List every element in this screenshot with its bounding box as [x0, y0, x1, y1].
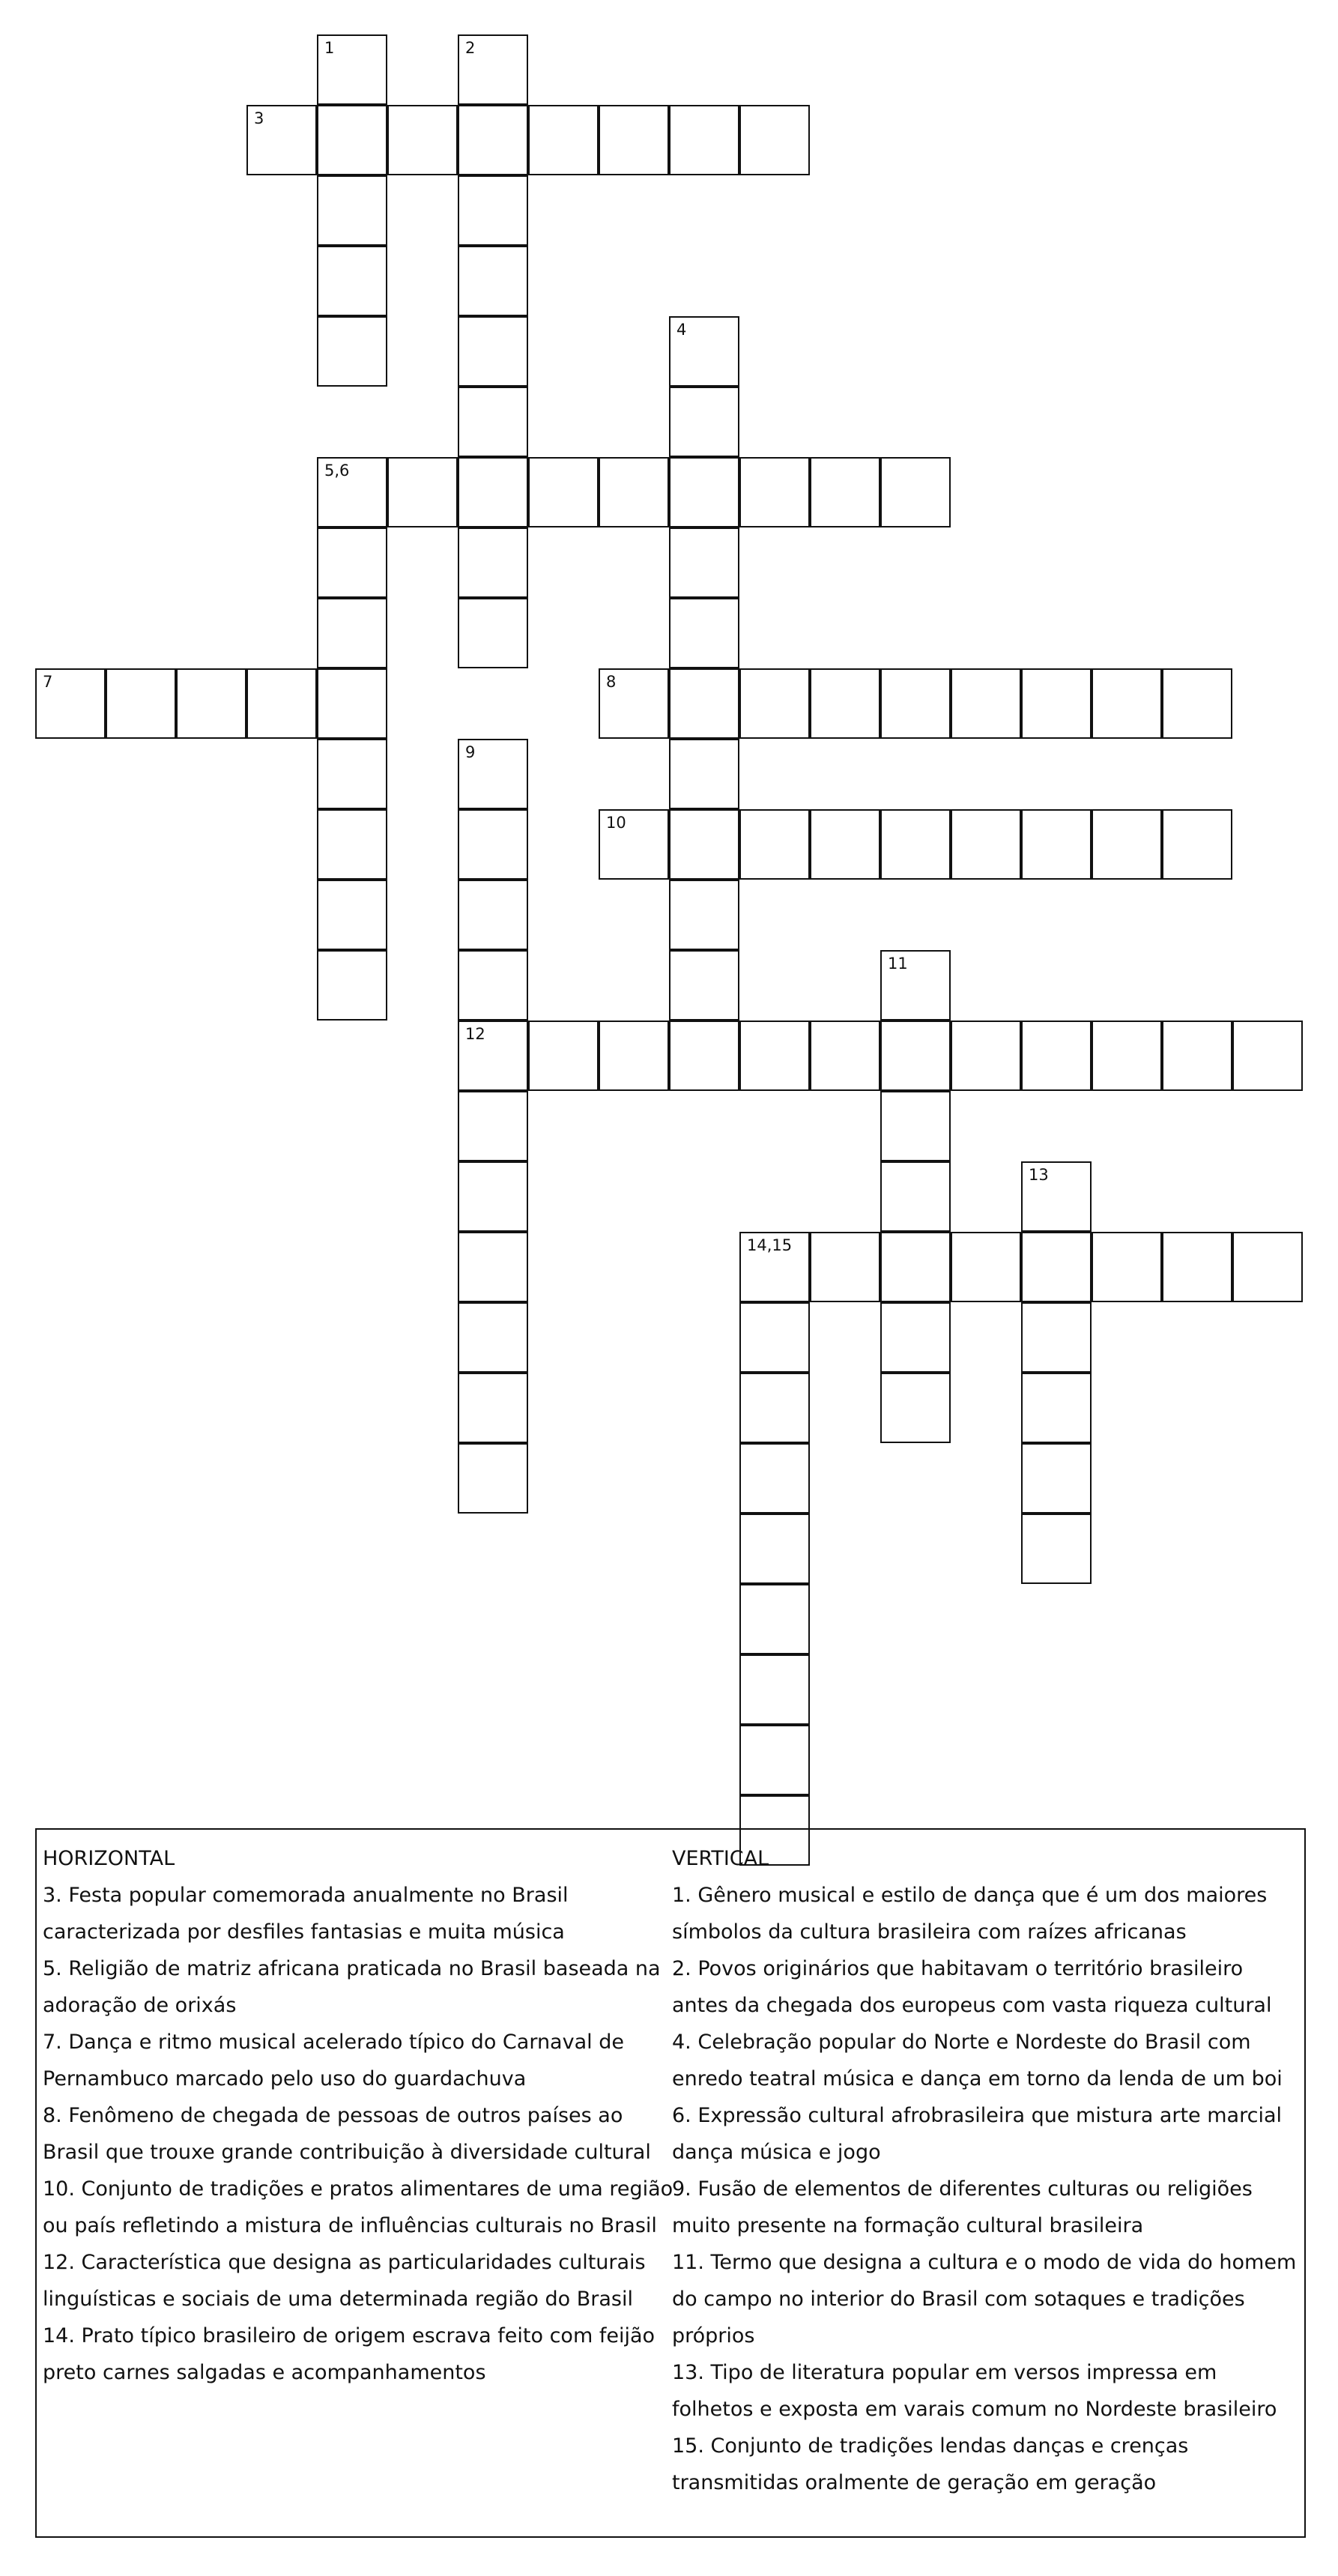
crossword-cell[interactable]: [528, 105, 599, 175]
crossword-cell[interactable]: [317, 457, 387, 527]
crossword-cell[interactable]: [669, 387, 739, 457]
vertical-clue-line: 4. Celebração popular do Norte e Nordeste do Brasil com: [672, 2031, 1251, 2054]
crossword-cell[interactable]: [458, 809, 528, 880]
crossword-cell[interactable]: [810, 1021, 880, 1091]
crossword-cell[interactable]: [1092, 809, 1162, 880]
vertical-clue-line: 9. Fusão de elementos de diferentes culturas ou religiões: [672, 2177, 1253, 2201]
horizontal-clue-line: preto carnes salgadas e acompanhamentos: [43, 2361, 486, 2384]
vertical-clue-line: próprios: [672, 2324, 755, 2347]
clue-number: 12: [465, 1025, 485, 1043]
crossword-cell[interactable]: [599, 457, 669, 527]
crossword-cell[interactable]: [810, 668, 880, 739]
crossword-cell[interactable]: [458, 457, 528, 527]
crossword-cell[interactable]: [669, 668, 739, 739]
crossword-cell[interactable]: [880, 1161, 951, 1232]
clue-number: 2: [465, 39, 476, 57]
horizontal-clue-line: adoração de orixás: [43, 1994, 237, 2017]
crossword-cell[interactable]: [669, 457, 739, 527]
crossword-cell[interactable]: [669, 105, 739, 175]
crossword-cell[interactable]: [528, 1021, 599, 1091]
horizontal-clues: [43, 1840, 672, 2391]
crossword-cell[interactable]: [458, 1302, 528, 1373]
crossword-cell[interactable]: [951, 668, 1021, 739]
crossword-cell[interactable]: [1162, 1232, 1232, 1302]
crossword-cell[interactable]: [458, 105, 528, 175]
crossword-cell[interactable]: [458, 527, 528, 598]
vertical-clue-line: símbolos da cultura brasileira com raízes africanas: [672, 1920, 1187, 1944]
crossword-cell[interactable]: [599, 668, 669, 739]
crossword-cell[interactable]: [880, 950, 951, 1021]
horizontal-clue-line: Pernambuco marcado pelo uso do guardachuva: [43, 2067, 527, 2090]
crossword-cell[interactable]: [880, 457, 951, 527]
crossword-cell[interactable]: [458, 1161, 528, 1232]
vertical-clue-line: 1. Gênero musical e estilo de dança que é um dos maiores: [672, 1884, 1268, 1907]
crossword-cell[interactable]: [458, 34, 528, 105]
crossword-cell[interactable]: [880, 668, 951, 739]
crossword-cell[interactable]: [739, 457, 810, 527]
clue-number: 4: [676, 321, 687, 339]
crossword-cell[interactable]: [1021, 1373, 1092, 1443]
crossword-cell[interactable]: [880, 1373, 951, 1443]
crossword-cell[interactable]: [317, 739, 387, 809]
vertical-clue-line: 6. Expressão cultural afrobrasileira que mistura arte marcial: [672, 2104, 1282, 2127]
crossword-cell[interactable]: [880, 1091, 951, 1161]
horizontal-title: HORIZONTAL: [43, 1847, 175, 1870]
horizontal-clue-line: 12. Característica que designa as particularidades culturais: [43, 2251, 646, 2274]
crossword-cell[interactable]: [106, 668, 176, 739]
vertical-clue-line: transmitidas oralmente de geração em geração: [672, 2471, 1157, 2494]
crossword-cell[interactable]: [880, 1021, 951, 1091]
crossword-cell[interactable]: [458, 598, 528, 668]
crossword-cell[interactable]: [35, 668, 106, 739]
crossword-cell[interactable]: [669, 950, 739, 1021]
crossword-cell[interactable]: [1021, 1021, 1092, 1091]
crossword-cell[interactable]: [739, 1443, 810, 1514]
crossword-cell[interactable]: [739, 1021, 810, 1091]
crossword-cell[interactable]: [951, 1232, 1021, 1302]
vertical-clue-line: dança música e jogo: [672, 2141, 881, 2164]
crossword-cell[interactable]: [317, 34, 387, 105]
vertical-clue-line: 2. Povos originários que habitavam o território brasileiro: [672, 1957, 1244, 1980]
crossword-cell[interactable]: [317, 105, 387, 175]
crossword-cell[interactable]: [246, 105, 317, 175]
crossword-cell[interactable]: [246, 668, 317, 739]
crossword-cell[interactable]: [1021, 1161, 1092, 1232]
vertical-clue-line: do campo no interior do Brasil com sotaques e tradições: [672, 2288, 1245, 2311]
crossword-cell[interactable]: [1021, 1514, 1092, 1584]
crossword-cell[interactable]: [176, 668, 246, 739]
crossword-cell[interactable]: [1092, 668, 1162, 739]
crossword-cell[interactable]: [1232, 1232, 1303, 1302]
crossword-cell[interactable]: [458, 175, 528, 246]
crossword-cell[interactable]: [317, 950, 387, 1021]
clue-number: 5,6: [324, 462, 350, 480]
crossword-cell[interactable]: [528, 457, 599, 527]
clue-number: 8: [606, 673, 617, 691]
clue-number: 13: [1029, 1166, 1049, 1184]
crossword-cell[interactable]: [599, 105, 669, 175]
crossword-cell[interactable]: [739, 809, 810, 880]
horizontal-clue-line: Brasil que trouxe grande contribuição à diversidade cultural: [43, 2141, 651, 2164]
crossword-cell[interactable]: [1232, 1021, 1303, 1091]
crossword-cell[interactable]: [1021, 1232, 1092, 1302]
horizontal-clue-line: caracterizada por desfiles fantasias e muita música: [43, 1920, 565, 1944]
crossword-cell[interactable]: [739, 1514, 810, 1584]
crossword-cell[interactable]: [458, 880, 528, 950]
horizontal-clue-line: 3. Festa popular comemorada anualmente no Brasil: [43, 1884, 569, 1907]
crossword-cell[interactable]: [317, 316, 387, 387]
crossword-cell[interactable]: [1092, 1021, 1162, 1091]
crossword-cell[interactable]: [669, 316, 739, 387]
crossword-cell[interactable]: [669, 880, 739, 950]
vertical-clue-line: antes da chegada dos europeus com vasta riqueza cultural: [672, 1994, 1272, 2017]
crossword-cell[interactable]: [1162, 809, 1232, 880]
vertical-clue-line: 15. Conjunto de tradições lendas danças e crenças: [672, 2434, 1189, 2458]
vertical-title: VERTICAL: [672, 1847, 769, 1870]
crossword-cell[interactable]: [810, 1232, 880, 1302]
crossword-cell[interactable]: [458, 739, 528, 809]
horizontal-clue-line: 10. Conjunto de tradições e pratos alimentares de uma região: [43, 2177, 673, 2201]
crossword-cell[interactable]: [317, 527, 387, 598]
vertical-clue-line: 11. Termo que designa a cultura e o modo de vida do homem: [672, 2251, 1297, 2274]
crossword-cell[interactable]: [880, 1232, 951, 1302]
crossword-cell[interactable]: [1021, 809, 1092, 880]
crossword-cell[interactable]: [739, 1584, 810, 1654]
crossword-cell[interactable]: [317, 175, 387, 246]
clue-number: 3: [254, 109, 264, 127]
vertical-clue-list: [672, 1877, 1301, 2501]
crossword-cell[interactable]: [810, 809, 880, 880]
crossword-cell[interactable]: [739, 1302, 810, 1373]
clue-number: 11: [888, 955, 908, 973]
crossword-cell[interactable]: [739, 1373, 810, 1443]
crossword-cell[interactable]: [739, 1725, 810, 1795]
crossword-cell[interactable]: [387, 105, 458, 175]
clue-number: 1: [324, 39, 335, 57]
crossword-cell[interactable]: [458, 1443, 528, 1514]
crossword-cell[interactable]: [1021, 1302, 1092, 1373]
crossword-cell[interactable]: [1021, 668, 1092, 739]
vertical-clue-line: enredo teatral música e dança em torno da lenda de um boi: [672, 2067, 1283, 2090]
clue-number: 14,15: [747, 1236, 793, 1254]
crossword-cell[interactable]: [387, 457, 458, 527]
crossword-cell[interactable]: [669, 739, 739, 809]
clue-number: 10: [606, 814, 626, 832]
clues-box: [35, 1828, 1306, 2538]
horizontal-clue-line: ou país refletindo a mistura de influências culturais no Brasil: [43, 2214, 657, 2237]
vertical-clues: [672, 1840, 1301, 2501]
crossword-cell[interactable]: [810, 457, 880, 527]
horizontal-clue-line: linguísticas e sociais de uma determinada região do Brasil: [43, 2288, 633, 2311]
horizontal-clue-line: 5. Religião de matriz africana praticada no Brasil baseada na: [43, 1957, 661, 1980]
vertical-clue-line: 13. Tipo de literatura popular em versos impressa em: [672, 2361, 1217, 2384]
crossword-cell[interactable]: [880, 1302, 951, 1373]
crossword-cell[interactable]: [317, 668, 387, 739]
crossword-cell[interactable]: [1162, 1021, 1232, 1091]
crossword-cell[interactable]: [1021, 1443, 1092, 1514]
crossword-cell[interactable]: [739, 668, 810, 739]
crossword-cell[interactable]: [317, 598, 387, 668]
vertical-clue-line: muito presente na formação cultural brasileira: [672, 2214, 1144, 2237]
horizontal-clue-line: 14. Prato típico brasileiro de origem escrava feito com feijão: [43, 2324, 656, 2347]
crossword-cell[interactable]: [458, 1091, 528, 1161]
crossword-cell[interactable]: [599, 809, 669, 880]
crossword-cell[interactable]: [1162, 668, 1232, 739]
crossword-cell[interactable]: [739, 1654, 810, 1725]
clue-number: 7: [43, 673, 53, 691]
crossword-cell[interactable]: [458, 316, 528, 387]
crossword-cell[interactable]: [458, 1021, 528, 1091]
crossword-cell[interactable]: [599, 1021, 669, 1091]
crossword-cell[interactable]: [951, 809, 1021, 880]
crossword-cell[interactable]: [317, 809, 387, 880]
crossword-cell[interactable]: [669, 598, 739, 668]
crossword-cell[interactable]: [458, 1373, 528, 1443]
crossword-cell[interactable]: [458, 950, 528, 1021]
crossword-cell[interactable]: [458, 1232, 528, 1302]
vertical-clue-line: folhetos e exposta em varais comum no Nordeste brasileiro: [672, 2398, 1277, 2421]
crossword-cell[interactable]: [739, 105, 810, 175]
crossword-cell[interactable]: [669, 809, 739, 880]
horizontal-clue-line: 8. Fenômeno de chegada de pessoas de outros países ao: [43, 2104, 623, 2127]
horizontal-clue-line: 7. Dança e ritmo musical acelerado típico do Carnaval de: [43, 2031, 624, 2054]
crossword-cell[interactable]: [317, 880, 387, 950]
crossword-cell[interactable]: [317, 246, 387, 316]
crossword-cell[interactable]: [458, 387, 528, 457]
crossword-cell[interactable]: [1092, 1232, 1162, 1302]
crossword-cell[interactable]: [458, 246, 528, 316]
clue-number: 9: [465, 743, 476, 761]
crossword-cell[interactable]: [951, 1021, 1021, 1091]
crossword-cell[interactable]: [880, 809, 951, 880]
crossword-cell[interactable]: [669, 1021, 739, 1091]
crossword-cell[interactable]: [739, 1232, 810, 1302]
horizontal-clue-list: [43, 1877, 672, 2391]
crossword-cell[interactable]: [669, 527, 739, 598]
